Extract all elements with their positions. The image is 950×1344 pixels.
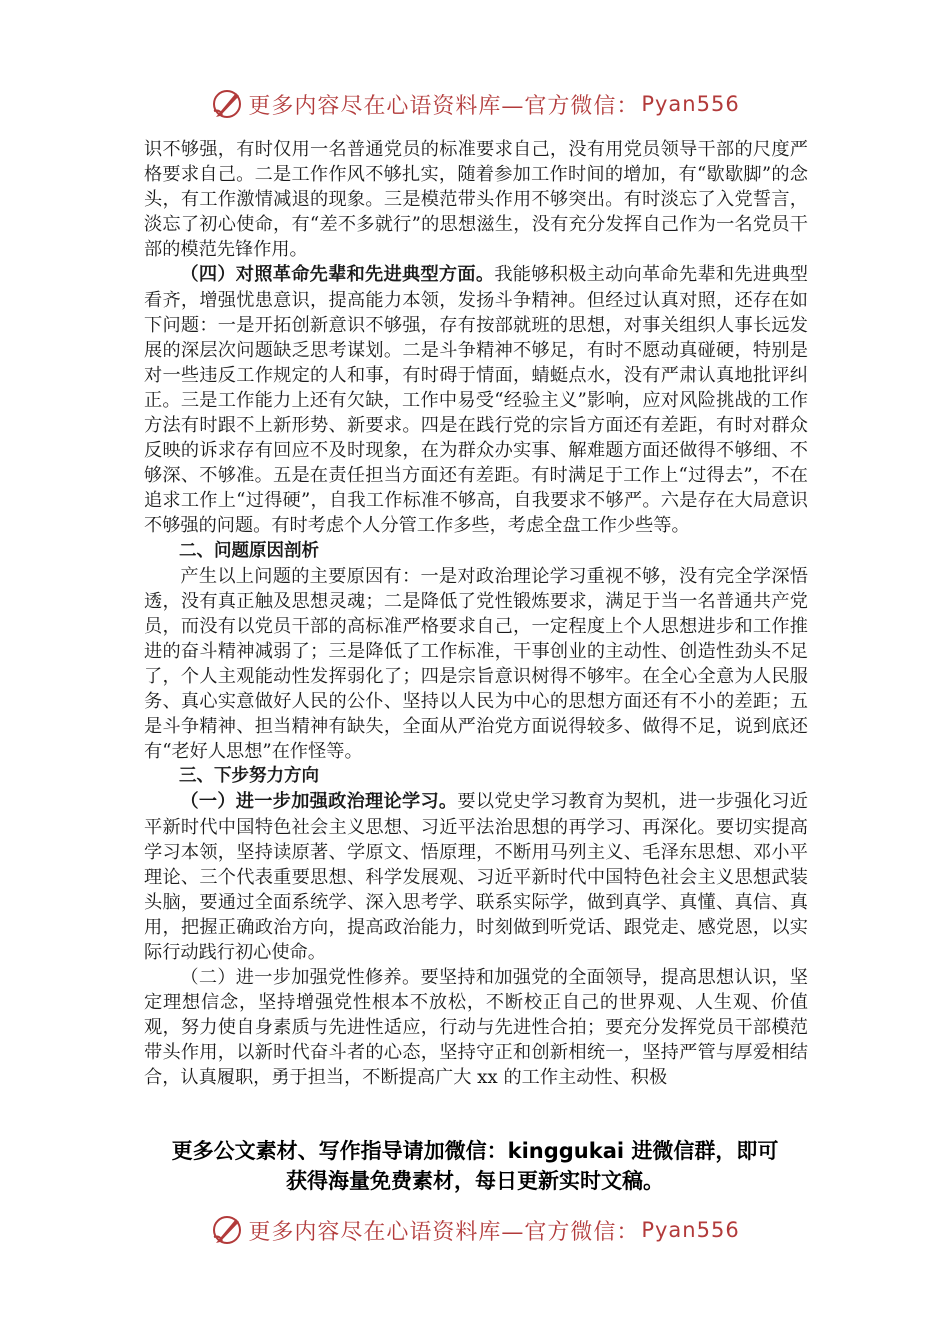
promo-line: 获得海量免费素材，每日更新实时文稿。 [286, 1169, 664, 1193]
watermark-footer [0, 1210, 950, 1250]
quill-logo-icon [210, 87, 244, 121]
promo-line: 更多公文素材、写作指导请加微信：kinggukai 进微信群，即可 [171, 1139, 779, 1163]
watermark-prefix: 更多内容尽在心语资料库—官方微信： [248, 1219, 640, 1245]
watermark-id: Pyan556 [641, 1218, 740, 1242]
watermark-prefix: 更多内容尽在心语资料库—官方微信： [248, 93, 640, 119]
paragraph: （四）对照革命先辈和先进典型方面。我能够积极主动向革命先辈和先进典型看齐，增强忧患意识，提高能力本领，发扬斗争精神。但经过认真对照，还存在如下问题：一是开拓创新意识不够强，存有按部就班的思想，对事关组织人事长远发展的深层次问题缺乏思考谋划。二是斗争精神不够足，有时不愿动真碰硬，特别是对一些违反工作规定的人和事，有时碍于情面，蜻蜓点水，没有严肃认真地批评纠正。三是工作能力上还有欠缺，工作中易受“经验主义”影响，应对风险挑战的工作方法有时跟不上新形势、新要求。四是在践行党的宗旨方面还有差距，有时对群众反映的诉求存有回应不及时现象，在为群众办实事、解难题方面还做得不够细、不够深、不够准。五是在责任担当方面还有差距。有时满足于工作上“过得去”，不在追求工作上“过得硬”，自我工作标准不够高，自我要求不够严。六是存在大局意识不够强的问题。有时考虑个人分管工作多些，考虑全盘工作少些等。 [144, 264, 808, 537]
paragraph: 识不够强，有时仅用一名普通党员的标准要求自己，没有用党员领导干部的尺度严格要求自己。二是工作作风不够扎实，随着参加工作时间的增加，有“歇歇脚”的念头，有工作激情减退的现象。三是模范带头作用不够突出。有时淡忘了入党誓言，淡忘了初心使命，有“差不多就行”的思想滋生，没有充分发挥自己作为一名党员干部的模范先锋作用。 [144, 139, 808, 261]
watermark-header [0, 84, 950, 124]
document-body [144, 137, 808, 1091]
quill-logo-icon [210, 1213, 244, 1247]
section-heading: 二、问题原因剖析 [179, 540, 319, 561]
promo-notice [120, 1136, 830, 1196]
watermark-id: Pyan556 [641, 92, 740, 116]
paragraph: （一）进一步加强政治理论学习。要以党史学习教育为契机，进一步强化习近平新时代中国特色社会主义思想、习近平法治思想的再学习、再深化。要切实提高学习本领，坚持读原著、学原文、悟原理，不断用马列主义、毛泽东思想、邓小平理论、三个代表重要思想、科学发展观、习近平新时代中国特色社会主义思想武装头脑，要通过全面系统学、深入思考学、联系实际学，做到真学、真懂、真信、真用，把握正确政治方向，提高政治能力，时刻做到听党话、跟党走、感党恩，以实际行动践行初心使命。 [144, 791, 808, 963]
section-heading: 三、下步努力方向 [179, 766, 319, 787]
paragraph: 产生以上问题的主要原因有：一是对政治理论学习重视不够，没有完全学深悟透，没有真正触及思想灵魂；二是降低了党性锻炼要求，满足于当一名普通共产党员，而没有以党员干部的高标准严格要求自己，一定程度上个人思想进步和工作推进的奋斗精神减弱了；三是降低了工作标准，干事创业的主动性、创造性劲头不足了，个人主观能动性发挥弱化了；四是宗旨意识树得不够牢。在全心全意为人民服务、真心实意做好人民的公仆、坚持以人民为中心的思想方面还有不小的差距；五是斗争精神、担当精神有缺失，全面从严治党方面说得较多、做得不足，说到底还有“老好人思想”在作怪等。 [144, 565, 808, 763]
paragraph: （二）进一步加强党性修养。要坚持和加强党的全面领导，提高思想认识，坚定理想信念，坚持增强党性根本不放松，不断校正自己的世界观、人生观、价值观，努力使自身素质与先进性适应，行动与先进性合拍；要充分发挥党员干部模范带头作用，以新时代奋斗者的心态，坚持守正和创新相统一，坚持严管与厚爱相结合，认真履职，勇于担当，不断提高广大 xx 的工作主动性、积极 [144, 967, 808, 1089]
